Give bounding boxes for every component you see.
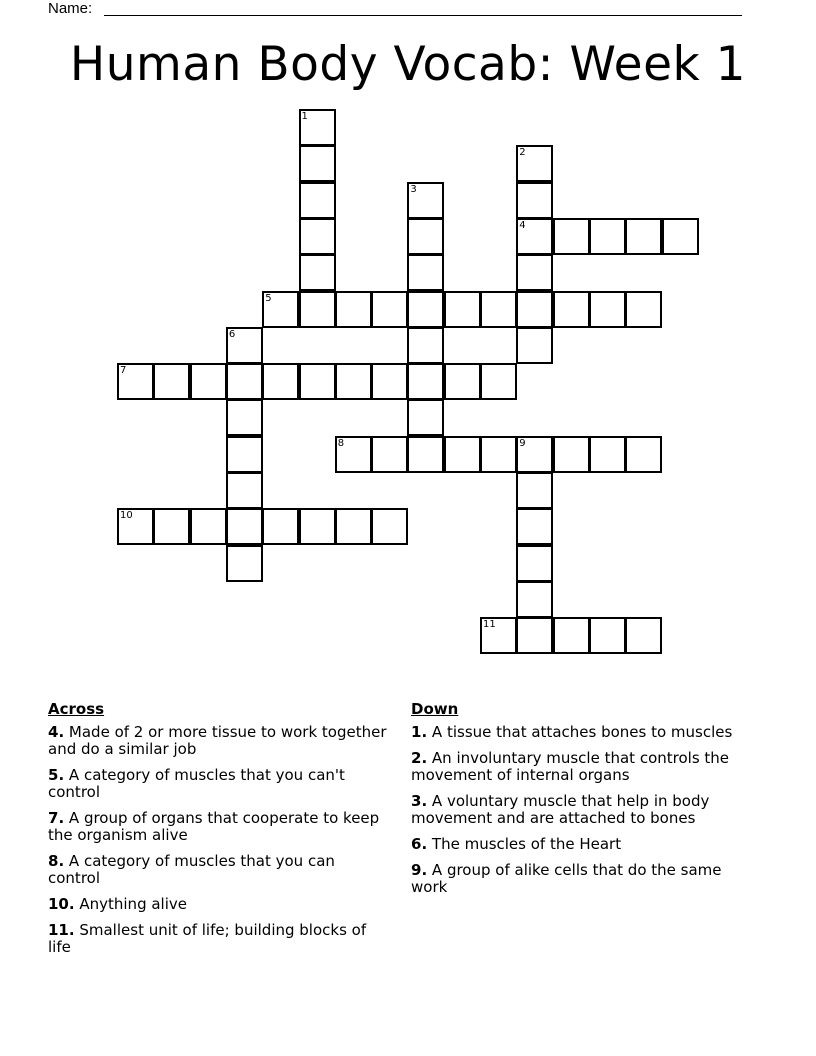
clue-text: The muscles of the Heart bbox=[431, 835, 622, 853]
clue-number: 6 bbox=[411, 835, 422, 853]
grid-cell[interactable] bbox=[516, 581, 553, 618]
across-clue-list bbox=[48, 724, 388, 956]
across-clue: 4. Made of 2 or more tissue to work together and do a similar job bbox=[48, 723, 387, 758]
grid-cell[interactable] bbox=[335, 291, 372, 328]
grid-cell[interactable] bbox=[480, 291, 517, 328]
grid-cell[interactable] bbox=[407, 436, 444, 473]
clue-number: 10 bbox=[120, 510, 133, 522]
clue-number: 9 bbox=[411, 861, 422, 879]
grid-cell[interactable] bbox=[371, 508, 408, 545]
grid-cell[interactable] bbox=[299, 254, 336, 291]
clue-text: An involuntary muscle that controls the movement of internal organs bbox=[411, 749, 730, 784]
clue-number: 11 bbox=[483, 619, 496, 631]
grid-cell[interactable] bbox=[516, 182, 553, 219]
grid-cell[interactable] bbox=[516, 508, 553, 545]
grid-cell[interactable] bbox=[516, 254, 553, 291]
clue-number: 4 bbox=[519, 219, 526, 231]
grid-cell[interactable] bbox=[335, 363, 372, 400]
across-clue: 8. A category of muscles that you can control bbox=[48, 852, 335, 887]
grid-cell[interactable] bbox=[589, 291, 626, 328]
down-clue-list bbox=[411, 724, 761, 896]
grid-cell[interactable] bbox=[480, 363, 517, 400]
grid-cell[interactable] bbox=[262, 508, 299, 545]
across-clues bbox=[48, 701, 388, 965]
clue-text: A category of muscles that you can't control bbox=[48, 766, 345, 801]
grid-cell[interactable] bbox=[226, 545, 263, 582]
grid-cell[interactable] bbox=[625, 291, 662, 328]
grid-cell[interactable] bbox=[226, 472, 263, 509]
clue-number: 1 bbox=[411, 723, 422, 741]
clue-number: 7 bbox=[48, 809, 59, 827]
down-clue: 3. A voluntary muscle that help in body movement and are attached to bones bbox=[411, 792, 710, 827]
clue-number: 3 bbox=[410, 183, 417, 195]
grid-cell[interactable] bbox=[625, 617, 662, 654]
clue-text: Anything alive bbox=[79, 895, 187, 913]
grid-cell[interactable] bbox=[407, 327, 444, 364]
grid-cell[interactable] bbox=[371, 363, 408, 400]
across-clue: 7. A group of organs that cooperate to keep the organism alive bbox=[48, 809, 380, 844]
across-clue: 10. Anything alive bbox=[48, 895, 187, 913]
grid-cell[interactable] bbox=[335, 508, 372, 545]
clue-number: 1 bbox=[301, 111, 308, 122]
grid-cell[interactable] bbox=[444, 436, 481, 473]
grid-cell[interactable] bbox=[589, 617, 626, 654]
grid-cell[interactable] bbox=[589, 218, 626, 255]
clue-number: 8 bbox=[48, 852, 59, 870]
down-heading: Down bbox=[411, 700, 459, 718]
grid-cell[interactable] bbox=[226, 399, 263, 436]
clue-text: A group of alike cells that do the same work bbox=[411, 861, 722, 896]
grid-cell[interactable] bbox=[153, 508, 190, 545]
grid-cell[interactable] bbox=[407, 291, 444, 328]
grid-cell[interactable] bbox=[371, 291, 408, 328]
grid-cell[interactable] bbox=[371, 436, 408, 473]
clue-number: 6 bbox=[228, 328, 236, 340]
grid-cell[interactable] bbox=[480, 436, 517, 473]
grid-cell[interactable] bbox=[625, 436, 662, 473]
down-clue: 2. An involuntary muscle that controls the movement of internal organs bbox=[411, 749, 730, 784]
grid-cell[interactable] bbox=[299, 291, 336, 328]
clue-text: A voluntary muscle that help in body movement and are attached to bones bbox=[411, 792, 710, 827]
grid-cell[interactable] bbox=[553, 218, 590, 255]
grid-cell[interactable] bbox=[299, 145, 336, 182]
grid-cell[interactable] bbox=[625, 218, 662, 255]
grid-cell[interactable] bbox=[299, 218, 336, 255]
grid-cell[interactable] bbox=[516, 545, 553, 582]
clue-number: 5 bbox=[48, 766, 59, 784]
clue-number: 5 bbox=[265, 292, 272, 304]
page-title: Human Body Vocab: Week 1 bbox=[69, 37, 747, 92]
clue-text: A tissue that attaches bones to muscles bbox=[431, 723, 733, 741]
grid-cell[interactable] bbox=[299, 508, 336, 545]
grid-cell[interactable] bbox=[516, 291, 553, 328]
grid-cell[interactable] bbox=[190, 508, 227, 545]
clue-number: 4 bbox=[48, 723, 59, 741]
clue-text: Smallest unit of life; building blocks of life bbox=[48, 921, 367, 956]
down-clue: 9. A group of alike cells that do the same work bbox=[411, 861, 722, 896]
clue-number: 7 bbox=[120, 365, 127, 377]
clue-number: 11 bbox=[48, 921, 69, 939]
grid-cell[interactable] bbox=[190, 363, 227, 400]
grid-cell[interactable] bbox=[153, 363, 190, 400]
grid-cell[interactable] bbox=[553, 617, 590, 654]
across-clue: 11. Smallest unit of life; building blocks of life bbox=[48, 921, 367, 956]
grid-cell[interactable] bbox=[444, 291, 481, 328]
grid-cell[interactable] bbox=[516, 617, 553, 654]
grid-cell[interactable] bbox=[299, 182, 336, 219]
clue-number: 10 bbox=[48, 895, 69, 913]
grid-cell[interactable] bbox=[226, 363, 263, 400]
grid-cell[interactable] bbox=[407, 254, 444, 291]
clue-number: 3 bbox=[411, 792, 422, 810]
grid-cell[interactable] bbox=[299, 363, 336, 400]
clue-number: 9 bbox=[519, 437, 526, 449]
grid-cell[interactable] bbox=[262, 363, 299, 400]
clue-text: A category of muscles that you can control bbox=[48, 852, 335, 887]
down-clue: 6. The muscles of the Heart bbox=[411, 835, 622, 853]
across-clue: 5. A category of muscles that you can't control bbox=[48, 766, 345, 801]
grid-cell[interactable] bbox=[407, 218, 444, 255]
clue-text: Made of 2 or more tissue to work together and do a similar job bbox=[48, 723, 387, 758]
name-label: Name: bbox=[48, 0, 93, 17]
grid-cell[interactable] bbox=[553, 436, 590, 473]
down-clues bbox=[411, 701, 761, 905]
grid-cell[interactable] bbox=[407, 399, 444, 436]
across-heading: Across bbox=[48, 700, 105, 718]
grid-cell[interactable] bbox=[226, 436, 263, 473]
grid-cell[interactable] bbox=[553, 291, 590, 328]
clue-text: A group of organs that cooperate to keep the organism alive bbox=[48, 809, 380, 844]
grid-cell[interactable] bbox=[516, 472, 553, 509]
clue-number: 8 bbox=[337, 437, 345, 449]
clue-number: 2 bbox=[519, 147, 526, 159]
down-clue: 1. A tissue that attaches bones to muscles bbox=[411, 723, 733, 741]
grid-cell[interactable] bbox=[444, 363, 481, 400]
clue-number: 2 bbox=[411, 749, 422, 767]
grid-cell[interactable] bbox=[226, 508, 263, 545]
grid-cell[interactable] bbox=[662, 218, 699, 255]
grid-cell[interactable] bbox=[516, 327, 553, 364]
grid-cell[interactable] bbox=[407, 363, 444, 400]
grid-cell[interactable] bbox=[589, 436, 626, 473]
